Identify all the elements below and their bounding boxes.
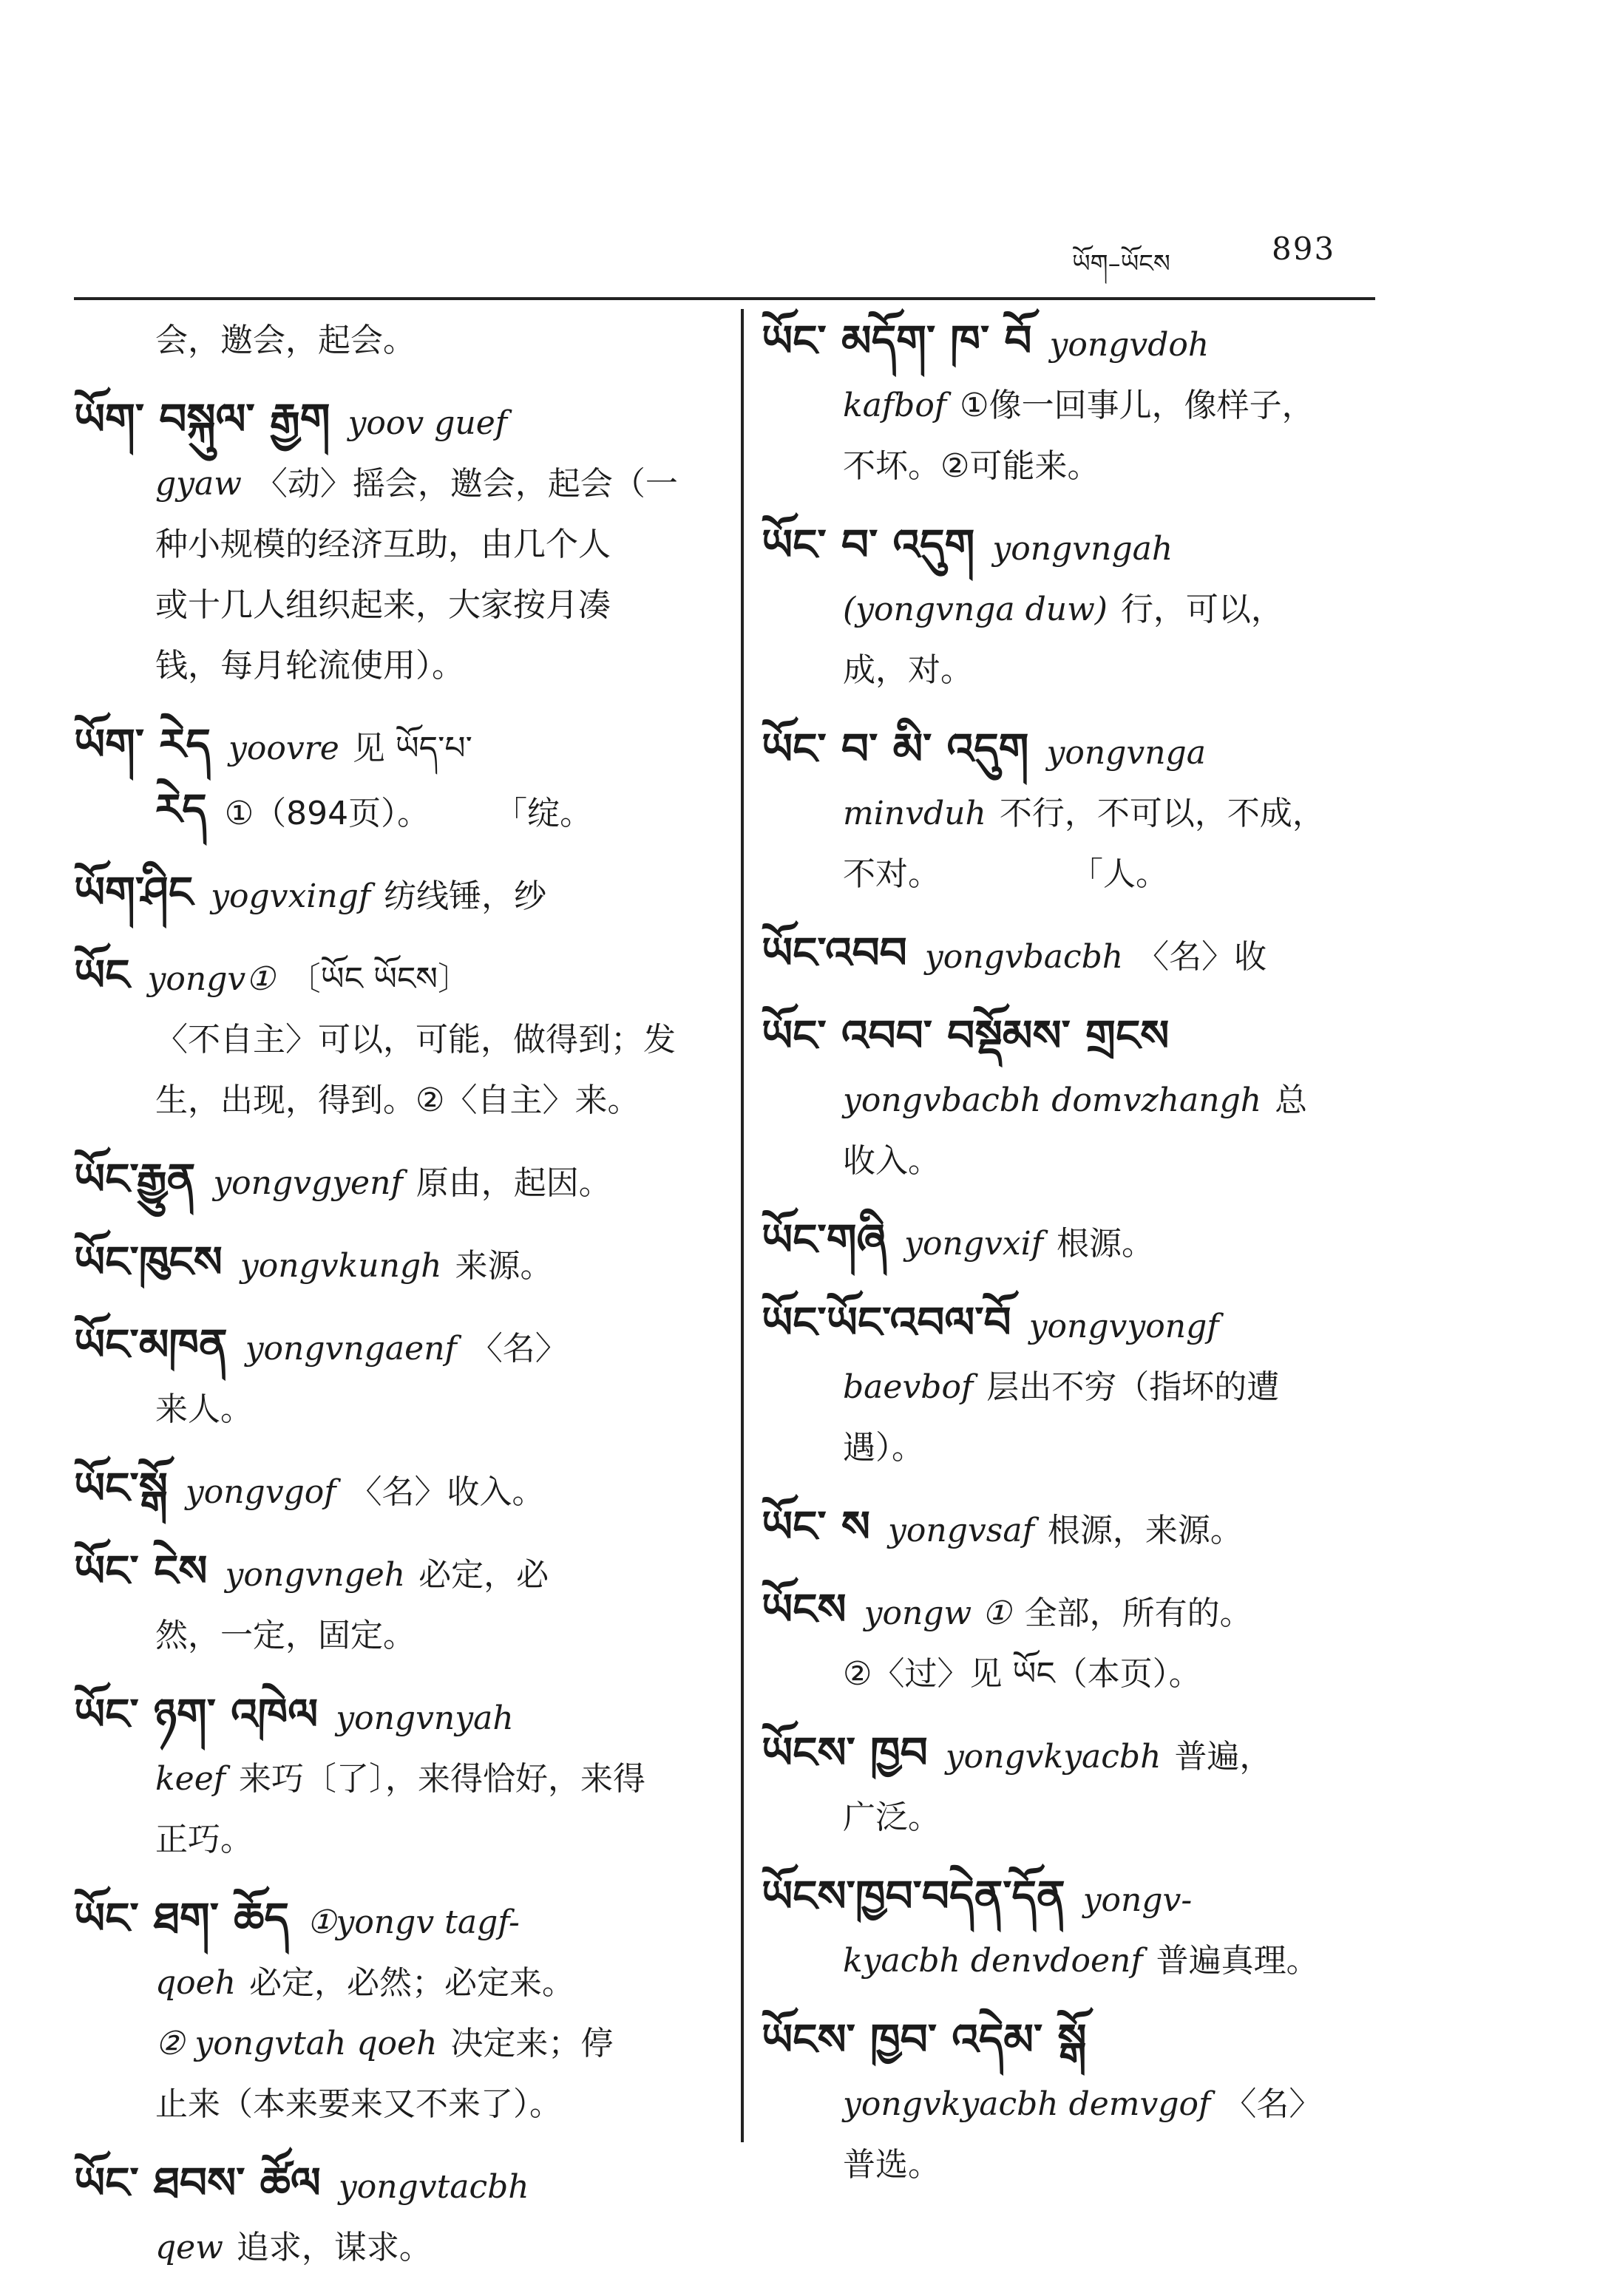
running-head-guide-word: ཡོག–ཡོངས — [1072, 249, 1170, 279]
definition-text: 总 — [1275, 1081, 1308, 1119]
definition-text: 来人。 — [155, 1390, 253, 1428]
definition-text: 〈名〉收入。 — [349, 1473, 545, 1511]
definition-text: 收入。 — [843, 1142, 940, 1180]
romanization: keef — [155, 1760, 226, 1798]
right-column — [762, 310, 1412, 2213]
definition-text: 来巧〔了〕，来得恰好，来得 — [239, 1760, 646, 1798]
entry-line — [762, 844, 1412, 905]
definition-text: 行，可以， — [1120, 591, 1284, 628]
definition-text: 根源，来源。 — [1047, 1512, 1243, 1549]
dictionary-entry — [762, 1209, 1412, 1274]
entry-line — [74, 2014, 725, 2074]
entry-line — [74, 636, 725, 696]
dictionary-entry — [74, 714, 725, 844]
entry-line — [762, 2009, 1412, 2074]
entry-line — [762, 640, 1412, 701]
dictionary-entry — [762, 1292, 1412, 1478]
entry-line — [762, 1005, 1412, 1070]
entry-line — [74, 1749, 725, 1810]
dictionary-entry — [74, 1541, 725, 1666]
dictionary-entry — [74, 389, 725, 696]
entry-line — [762, 1357, 1412, 1418]
romanization: yongvtacbh — [338, 2168, 529, 2206]
definition-text: 广泛。 — [843, 1799, 940, 1836]
definition-text: 层出不穷（指坏的遭 — [986, 1368, 1280, 1406]
entry-line — [762, 1931, 1412, 1991]
romanization: (yongvnga duw) — [843, 591, 1108, 628]
entry-line — [762, 580, 1412, 640]
entry-line — [762, 1418, 1412, 1478]
definition-text: 〔ཡོང ཡོངས〕 — [288, 960, 470, 998]
definition-text: 决定来；停 — [450, 2025, 614, 2062]
entry-line — [762, 1579, 1412, 1644]
romanization: yongvyongf — [1028, 1308, 1219, 1345]
entry-line — [74, 1010, 725, 1070]
tibetan-headword: ཡོངས་ ཁྱབ་ འདེམ་ སྒོ — [762, 2014, 1087, 2065]
tibetan-headword: ཡོང་ བ་ མི་ འདུག — [762, 724, 1029, 774]
definition-text: ②〈过〉见 ཡོང（本页）。 — [843, 1655, 1201, 1693]
definition-text: 不坏。②可能来。 — [843, 447, 1100, 485]
romanization: yongvngaenf — [245, 1330, 457, 1368]
romanization: yogvxingf — [211, 877, 371, 915]
tibetan-headword: ཡོངས་ཁྱབ་བདེན་དོན — [762, 1871, 1065, 1921]
definition-text: 原由，起因。 — [416, 1164, 611, 1202]
tibetan-headword: ཡོང་མཁན — [74, 1319, 228, 1370]
definition-text: 遇）。 — [843, 1429, 924, 1467]
romanization: yongvdoh — [1049, 326, 1210, 364]
entry-line — [74, 1149, 725, 1214]
tibetan-headword: ཡོང་ མདོག་ ཁ་ བོ — [762, 316, 1032, 366]
entry-line — [74, 1458, 725, 1523]
dictionary-entry — [74, 1888, 725, 2135]
entry-line — [74, 454, 725, 514]
tibetan-headword: ཡོང་ འབབ་ བསྡོམས་ གྲངས — [762, 1011, 1170, 1061]
entry-line — [762, 436, 1412, 497]
tibetan-headword: ཡོང་ ས — [762, 1501, 871, 1552]
definition-text: 钱，每月轮流使用）。 — [155, 647, 464, 685]
definition-text: 或十几人组织起来，大家按月凑 — [155, 586, 611, 624]
tibetan-headword: ཡོང — [74, 950, 130, 1000]
column-divider — [741, 309, 744, 2142]
definition-text: 纺线锤，纱 — [384, 877, 547, 915]
left-column — [74, 310, 725, 2296]
dictionary-entry — [74, 945, 725, 1131]
entry-line — [74, 2074, 725, 2135]
entry-line — [762, 2074, 1412, 2135]
entry-line — [74, 389, 725, 454]
entry-line — [762, 376, 1412, 436]
dictionary-entry — [762, 1005, 1412, 1192]
dictionary-entry — [74, 862, 725, 927]
entry-line — [74, 1232, 725, 1297]
romanization: yongvbacbh domvzhangh — [843, 1081, 1262, 1119]
tibetan-headword: རེད — [155, 784, 207, 835]
dictionary-entry — [74, 1232, 725, 1297]
definition-text: 〈不自主〉可以，可能，做得到；发 — [155, 1021, 676, 1059]
definition-text: 〈名〉 — [469, 1330, 568, 1368]
tibetan-headword: ཡོང་འབབ — [762, 928, 907, 978]
tibetan-headword: ཡོང་ཁུངས — [74, 1237, 223, 1287]
entry-line — [74, 2218, 725, 2278]
definition-text: ①（894页）。 「绽。 — [224, 795, 593, 832]
dictionary-entry — [762, 1866, 1412, 1991]
tibetan-headword: ཡོངས — [762, 1584, 847, 1634]
romanization: yongvkyacbh demvgof — [843, 2085, 1211, 2123]
entry-line — [74, 1684, 725, 1749]
dictionary-entry — [762, 1722, 1412, 1848]
entry-line — [762, 2135, 1412, 2195]
definition-text: ①像一回事儿，像样子， — [960, 387, 1315, 424]
entry-line — [762, 1496, 1412, 1561]
romanization: ② yongvtah qoeh — [155, 2025, 438, 2062]
dictionary-entry — [762, 719, 1412, 905]
dictionary-entry — [762, 1496, 1412, 1561]
tibetan-headword: ཡོང་ཡོང་འབལ་བོ — [762, 1297, 1011, 1348]
definition-text: 成，对。 — [843, 651, 973, 689]
entry-line — [762, 1644, 1412, 1705]
romanization: yongw ① — [864, 1594, 1011, 1632]
tibetan-headword: ཡོང་ ངེས — [74, 1546, 208, 1596]
entry-line — [762, 719, 1412, 784]
dictionary-entry — [762, 1579, 1412, 1705]
definition-text: 见 ཡོད་པ་ — [352, 730, 472, 767]
romanization: yongvgof — [185, 1473, 336, 1511]
tibetan-headword: ཡོང་སྒོ — [74, 1463, 168, 1513]
definition-text: 不对。 「人。 — [843, 855, 1168, 893]
definition-text: 根源。 — [1057, 1225, 1155, 1263]
entry-line — [762, 923, 1412, 988]
romanization: kyacbh denvdoenf — [843, 1942, 1143, 1980]
entry-line — [74, 1888, 725, 1953]
dictionary-entry — [74, 1684, 725, 1870]
definition-text: 然，一定，固定。 — [155, 1617, 416, 1654]
definition-text: 普遍真理。 — [1156, 1942, 1319, 1980]
dictionary-entry — [74, 1314, 725, 1440]
romanization: yongvngah — [992, 530, 1173, 568]
romanization: yongvxif — [904, 1225, 1044, 1263]
tibetan-headword: ཡོག་ རེད — [74, 719, 211, 770]
entry-line — [762, 1722, 1412, 1787]
entry-line — [74, 714, 725, 779]
tibetan-headword: ཡོག་ བསྐུལ་ རྒྱག — [74, 394, 330, 444]
definition-text: 〈名〉 — [1224, 2085, 1322, 2123]
definition-text: 会，邀会，起会。 — [155, 322, 416, 359]
tibetan-headword: ཡོང་ བ་ འདུག — [762, 520, 975, 570]
entry-line — [762, 1070, 1412, 1131]
definition-text: 追求，谋求。 — [236, 2229, 432, 2266]
tibetan-headword: ཡོང་རྒྱུན — [74, 1154, 196, 1204]
romanization: yongvbacbh — [924, 938, 1124, 976]
dictionary-entry — [762, 310, 1412, 497]
romanization: qoeh — [155, 1964, 237, 2002]
definition-text: 普选。 — [843, 2146, 940, 2184]
romanization: yongvkungh — [240, 1247, 442, 1285]
romanization: ①yongv tagf- — [307, 1903, 520, 1941]
romanization: qew — [155, 2229, 223, 2266]
dictionary-entry — [74, 310, 725, 371]
tibetan-headword: ཡོག་ཤིང — [74, 867, 194, 917]
tibetan-headword: ཡོང་གཞི — [762, 1215, 887, 1265]
entry-line — [762, 1131, 1412, 1192]
definition-text: 普遍， — [1174, 1738, 1272, 1776]
entry-line — [762, 1866, 1412, 1931]
header-rule — [74, 297, 1375, 300]
entry-line — [74, 310, 725, 371]
romanization: yongvnga — [1046, 734, 1206, 772]
definition-text: 必定，必然；必定来。 — [249, 1964, 575, 2002]
romanization: yongvngeh — [225, 1556, 406, 1594]
entry-line — [762, 1787, 1412, 1848]
entry-line — [74, 1810, 725, 1870]
romanization: yoovre — [228, 730, 339, 767]
definition-text: 正巧。 — [155, 1821, 253, 1858]
tibetan-headword: ཡོང་ ཐག་ ཆོད — [74, 1893, 290, 1943]
dictionary-entry — [74, 1149, 725, 1214]
entry-line — [74, 1379, 725, 1440]
entry-line — [762, 514, 1412, 580]
romanization: yongvkyacbh — [945, 1738, 1162, 1776]
tibetan-headword: ཡོང་ ཉག་ འཁེལ — [74, 1689, 319, 1739]
dictionary-entry — [762, 2009, 1412, 2195]
definition-text: 全部，所有的。 — [1024, 1594, 1252, 1632]
definition-text: 必定，必 — [418, 1556, 549, 1594]
tibetan-headword: ཡོང་ ཐབས་ ཚོལ — [74, 2158, 321, 2208]
romanization: yongv① — [147, 960, 275, 998]
definition-text: 种小规模的经济互助，由几个人 — [155, 526, 611, 563]
romanization: baevbof — [843, 1368, 974, 1406]
romanization: yongv- — [1082, 1881, 1193, 1919]
page-number: 893 — [1272, 231, 1336, 267]
entry-line — [762, 1209, 1412, 1274]
romanization: gyaw — [155, 465, 242, 503]
entry-line — [74, 1541, 725, 1606]
romanization: yongvsaf — [888, 1512, 1034, 1549]
dictionary-entry — [74, 1458, 725, 1523]
definition-text: 〈动〉摇会，邀会，起会（一 — [254, 465, 678, 503]
entry-line — [762, 1292, 1412, 1357]
entry-line — [74, 1314, 725, 1379]
entry-line — [74, 514, 725, 575]
definition-text: 不行，不可以，不成， — [999, 795, 1325, 832]
entry-line — [74, 1070, 725, 1131]
definition-text: 止来（本来要来又不来了）。 — [155, 2085, 562, 2123]
romanization: yongvnyah — [336, 1699, 514, 1737]
definition-text: 〈名〉收 — [1136, 938, 1267, 976]
entry-line — [762, 310, 1412, 376]
definition-text: 来源。 — [455, 1247, 553, 1285]
dictionary-entry — [762, 514, 1412, 701]
entry-line — [762, 784, 1412, 844]
entry-line — [74, 779, 725, 844]
entry-line — [74, 1606, 725, 1666]
definition-text: 生，出现，得到。②〈自主〉来。 — [155, 1081, 640, 1119]
entry-line — [74, 945, 725, 1010]
romanization: minvduh — [843, 795, 986, 832]
romanization: kafbof — [843, 387, 947, 424]
tibetan-headword: ཡོངས་ ཁྱབ — [762, 1728, 928, 1778]
romanization: yoov guef — [347, 404, 508, 442]
dictionary-entry — [74, 2153, 725, 2278]
entry-line — [74, 862, 725, 927]
dictionary-entry — [762, 923, 1412, 988]
entry-line — [74, 575, 725, 636]
romanization: yongvgyenf — [213, 1164, 403, 1202]
entry-line — [74, 1953, 725, 2014]
entry-line — [74, 2153, 725, 2218]
